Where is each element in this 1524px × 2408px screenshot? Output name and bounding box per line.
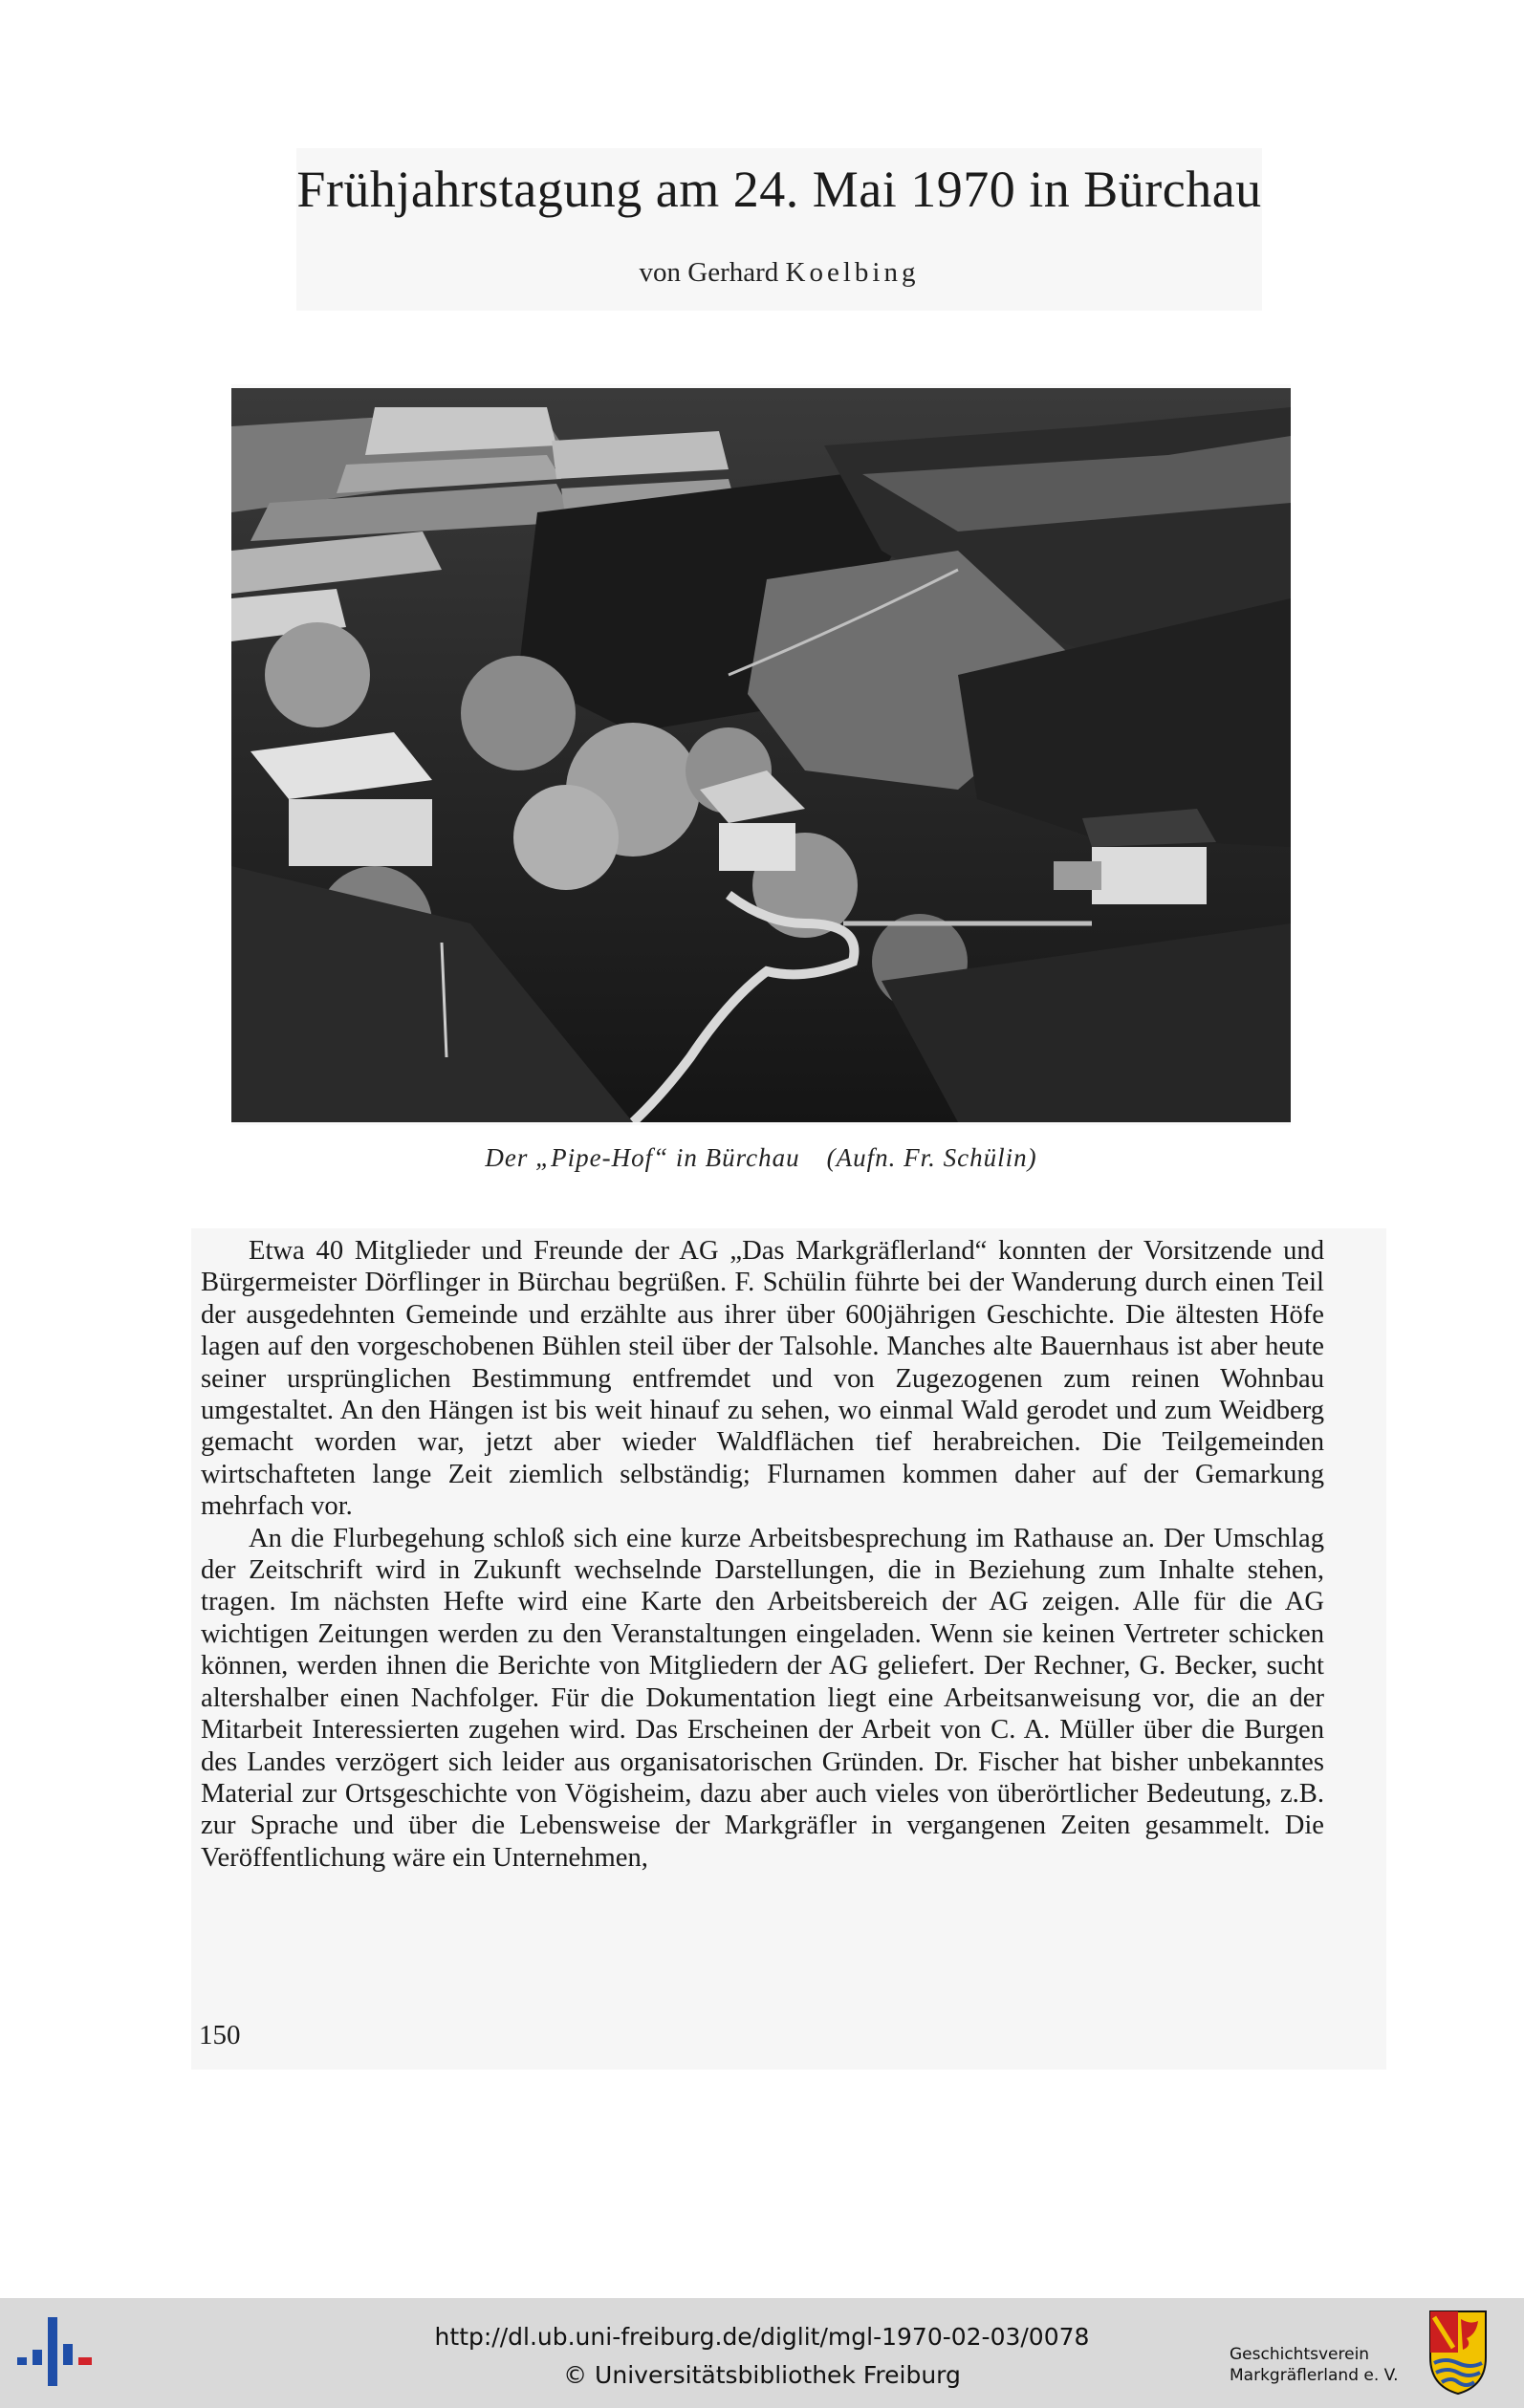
caption-text: Der „Pipe-Hof“ in Bürchau — [485, 1143, 800, 1172]
paragraph-1: Etwa 40 Mitglieder und Freunde der AG „Das Markgräflerland“ konnten der Vorsitzende und Bürgermeister Dörflinger in Bürchau begrüßen. F. Schülin führte bei der Wanderung durch einen Teil der ausgedehnten Gemeinde und erzählte aus ihrer über 600jährigen Geschichte. Die ältesten Höfe lagen auf den vorgeschobenen Bühlen steil über der Talsohle. Manches alte Bauernhaus ist aber heute seiner ursprünglichen Bestimmung entfremdet und von Zugezogenen zum reinen Wohnbau umgestaltet. An den Hängen ist bis weit hinauf zu sehen, wo einmal Wald gerodet und zum Weidberg gemacht worden war, jetzt aber wieder Waldflächen tief herabreichen. Die Teilgemeinden wirtschafteten lange Zeit ziemlich selbständig; Flurnamen kommen daher auf der Gemarkung mehrfach vor. — [201, 1236, 1324, 1522]
paragraph-2: An die Flurbegehung schloß sich eine kurze Arbeitsbesprechung im Rathause an. Der Umschlag der Zeitschrift wird in Zukunft wechselnde Darstellungen, die in Beziehung zum Inhalte stehen, tragen. Im nächsten Hefte wird eine Karte den Arbeitsbereich der AG zeigen. Alle für die AG wichtigen Zeitungen werden zu den Veranstaltungen eingeladen. Wenn sie keinen Vertreter schicken können, werden ihnen die Berichte von Mitgliedern der AG geliefert. Der Rechner, G. Becker, sucht altershalber einen Nachfolger. Für die Dokumentation liegt eine Arbeitsanweisung vor, die an der Mitarbeit Interessierten zugehen wird. Das Erscheinen der Arbeit von C. A. Müller über die Burgen des Landes verzögert sich leider aus organisatorischen Gründen. Dr. Fischer hat bisher unbekanntes Material zur Ortsgeschichte von Vögisheim, dazu aber auch vieles von überörtlicher Bedeutung, z.B. zur Sprache und über die Lebensweise der Markgräfler in vergangenen Zeiten gesammelt. Die Veröffentlichung wäre ein Unternehmen, — [201, 1523, 1324, 1873]
footer-copyright: © Universitätsbibliothek Freiburg — [563, 2361, 961, 2389]
footer-bar — [0, 2298, 1524, 2408]
society-name-line2: Markgräflerland e. V. — [1230, 2366, 1399, 2385]
society-name-line1: Geschichtsverein — [1230, 2345, 1370, 2364]
author-surname: Koelbing — [785, 257, 920, 288]
article-author — [296, 257, 1262, 289]
page-number: 150 — [199, 2020, 241, 2050]
society-name — [1230, 2344, 1421, 2386]
article-body — [201, 1235, 1324, 1874]
article-title: Frühjahrstagung am 24. Mai 1970 in Bürchau — [296, 161, 1262, 218]
author-prefix: von Gerhard — [639, 257, 786, 288]
footer-url[interactable]: http://dl.ub.uni-freiburg.de/diglit/mgl-1970-02-03/0078 — [434, 2323, 1090, 2351]
landscape-photo — [231, 388, 1291, 1122]
coat-of-arms-icon — [1428, 2310, 1488, 2396]
photo-caption — [231, 1143, 1291, 1173]
photo-illustration — [231, 388, 1291, 1122]
title-block — [296, 148, 1262, 311]
photo-credit: (Aufn. Fr. Schülin) — [826, 1143, 1037, 1172]
